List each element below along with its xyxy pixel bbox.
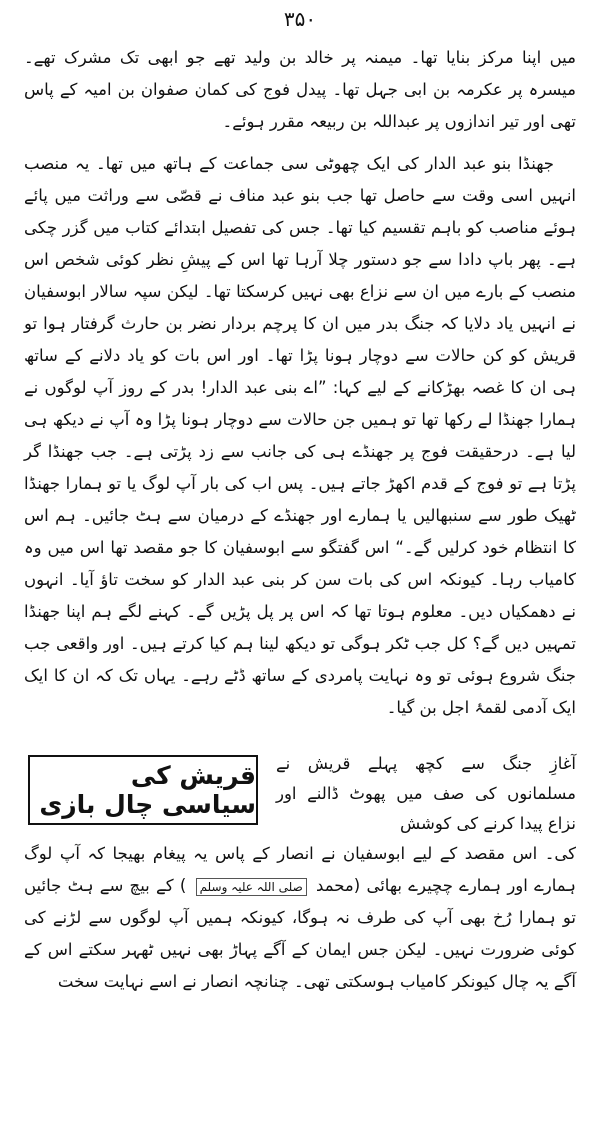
paragraph	[24, 838, 576, 998]
closing-text-end: ) کے بیچ سے ہٹ جائیں تو ہمارا رُخ بھی آپ کی طرف نہ ہوگا، کیونکہ ہمیں آپ لوگوں سے لڑنے کی کوئی ضرورت نہیں۔ لیکن جس ایمان کے آگے پہاڑ بھی نہیں ٹھہر سکتے اس کے آگے یہ چال کیونکر کامیاب ہوسکتی تھی۔ چنانچہ انصار نے اسے نہایت سخت	[24, 876, 576, 991]
section-title: قریش کی سیاسی چال بازی	[28, 755, 258, 825]
page-number: ۳۵۰	[283, 7, 317, 31]
paragraph: جھنڈا بنو عبد الدار کی ایک چھوٹی سی جماعت کے ہاتھ میں تھا۔ یہ منصب انہیں اسی وقت سے حاصل تھا جب بنو عبد مناف نے قصّی سے وراثت میں پائے ہوئے مناصب کو باہم تقسیم کیا تھا۔ جس کی تفصیل ابتدائے کتاب میں گزر چکی ہے۔ پھر باپ دادا سے جو دستور چلا آرہا تھا اس کے پیشِ نظر کوئی شخص اس منصب کے بارے میں ان سے نزاع بھی نہیں کرسکتا تھا۔ لیکن سپہ سالار ابوسفیان نے انہیں یاد دلایا کہ جنگ بدر میں ان کا پرچم بردار نضر بن حارث گرفتار ہوا تو قریش کو کن حالات سے دوچار ہونا پڑا تھا۔ اور اس بات کو یاد دلانے کے ساتھ ہی ان کا غصہ بھڑکانے کے لیے کہا: ”اے بنی عبد الدار! بدر کے روز آپ لوگوں نے ہمارا جھنڈا لے رکھا تھا تو ہمیں جن حالات سے دوچار ہونا پڑا وہ آپ نے دیکھ ہی لیا ہے۔ درحقیقت فوج پر جھنڈے ہی کی جانب سے زد پڑتی ہے۔ جب جھنڈا گر پڑتا ہے تو فوج کے قدم اکھڑ جاتے ہیں۔ پس اب کی بار آپ لوگ یا تو ہمارا جھنڈا ٹھیک طور سے سنبھالیں یا ہمارے اور جھنڈے کے درمیان سے ہٹ جائیں۔ ہم اس کا انتظام خود کرلیں گے۔“ اس گفتگو سے ابوسفیان کا جو مقصد تھا اس میں وہ کامیاب رہا۔ کیونکہ اس کی بات سن کر بنی عبد الدار کو سخت تاؤ آیا۔ انہوں نے دھمکیاں دیں۔ معلوم ہوتا تھا کہ اس پر پل پڑیں گے۔ کہنے لگے ہم اپنا جھنڈا تمہیں دیں گے؟ کل جب ٹکر ہوگی تو دیکھ لینا ہم کیا کرتے ہیں۔ اور واقعی جب جنگ شروع ہوئی تو وہ نہایت پامردی کے ساتھ ڈٹے رہے۔ یہاں تک کہ ان کا ایک ایک آدمی لقمۂ اجل بن گیا۔	[24, 154, 576, 717]
salutation-seal: صلی اللہ علیہ وسلم	[196, 878, 307, 896]
section-intro-text: آغازِ جنگ سے کچھ پہلے قریش نے مسلمانوں کی صف میں پھوٹ ڈالنے اور نزاع پیدا کرنے کی کوشش	[276, 754, 576, 833]
section-header	[24, 749, 576, 835]
body-text	[24, 42, 576, 734]
closing-text	[24, 838, 576, 998]
closing-text-start: کی۔ اس مقصد کے لیے ابوسفیان نے انصار کے پاس یہ پیغام بھیجا کہ آپ لوگ ہمارے اور ہمارے چچیرے بھائی (محمد	[24, 844, 576, 895]
paragraph: میں اپنا مرکز بنایا تھا۔ میمنہ پر خالد بن ولید تھے جو ابھی تک مشرک تھے۔ میسرہ پر عکرمہ بن ابی جہل تھا۔ پیدل فوج کی کمان صفوان بن امیہ کے پاس تھی اور تیر اندازوں پر عبداللہ بن ربیعہ مقرر ہوئے۔	[24, 48, 576, 131]
